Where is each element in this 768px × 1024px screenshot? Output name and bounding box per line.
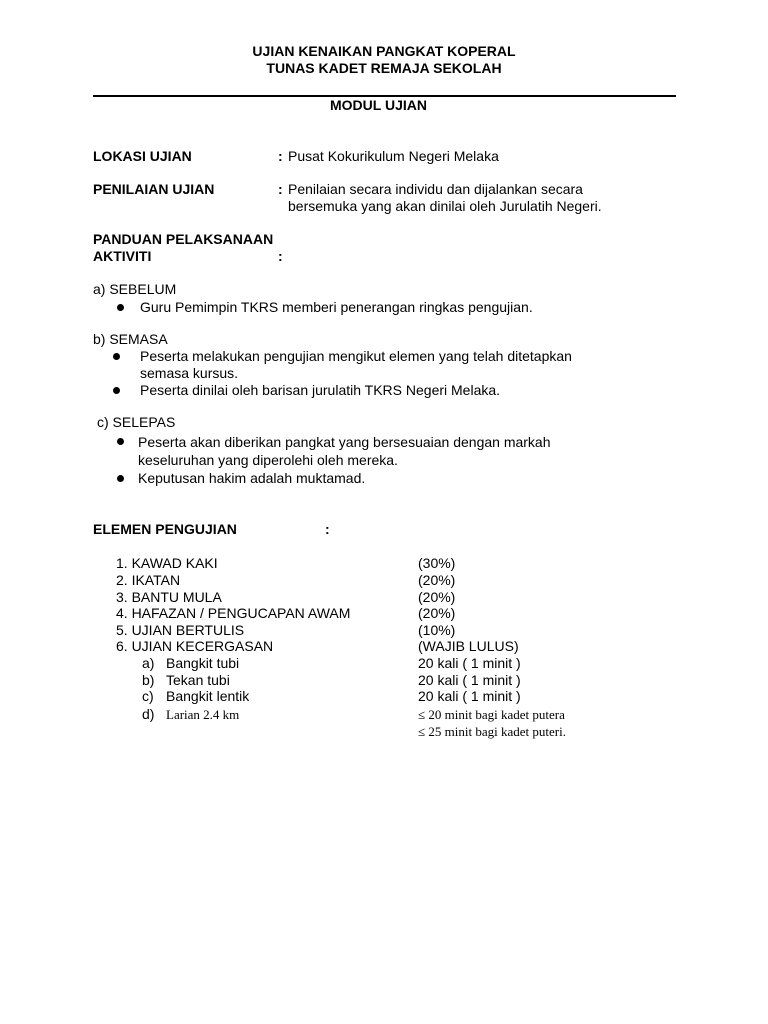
elemen-item-name: 6. UJIAN KECERGASAN bbox=[116, 638, 274, 654]
lokasi-colon: : bbox=[278, 148, 283, 164]
elemen-label: ELEMEN PENGUJIAN bbox=[93, 521, 237, 537]
elemen-item-weight: (30%) bbox=[418, 555, 456, 571]
sub-item-letter: c) bbox=[142, 688, 154, 704]
sub-item-name: Tekan tubi bbox=[166, 672, 230, 688]
bullet-icon bbox=[117, 438, 124, 445]
sub-item-value: 20 kali ( 1 minit ) bbox=[418, 672, 521, 688]
selepas-item-1-line1: Peserta akan diberikan pangkat yang bersesuaian dengan markah bbox=[138, 434, 551, 450]
penilaian-label: PENILAIAN UJIAN bbox=[93, 181, 215, 197]
semasa-item-1-line1: Peserta melakukan pengujian mengikut elemen yang telah ditetapkan bbox=[140, 348, 572, 364]
elemen-item-name: 2. IKATAN bbox=[116, 572, 181, 588]
elemen-colon: : bbox=[325, 521, 330, 537]
sub-item-name: Bangkit lentik bbox=[166, 688, 250, 704]
penilaian-line1: Penilaian secara individu dan dijalankan secara bbox=[288, 181, 583, 197]
elemen-item-weight: (20%) bbox=[418, 605, 456, 621]
semasa-heading: b) SEMASA bbox=[93, 331, 168, 347]
elemen-item-weight: (WAJIB LULUS) bbox=[418, 638, 519, 654]
semasa-item-1-line2: semasa kursus. bbox=[140, 365, 239, 381]
sub-item-value: 20 kali ( 1 minit ) bbox=[418, 688, 521, 704]
lokasi-label: LOKASI UJIAN bbox=[93, 148, 192, 164]
sub-item-name: Bangkit tubi bbox=[166, 655, 240, 671]
sub-item-letter: a) bbox=[142, 655, 155, 671]
bullet-icon bbox=[113, 387, 120, 394]
module-title: MODUL UJIAN bbox=[330, 97, 427, 113]
panduan-label-line1: PANDUAN PELAKSANAAN bbox=[93, 231, 274, 247]
sebelum-item-1: Guru Pemimpin TKRS memberi penerangan ringkas pengujian. bbox=[140, 299, 533, 315]
sub-item-value: ≤ 20 minit bagi kadet putera bbox=[418, 707, 565, 722]
selepas-item-1-line2: keseluruhan yang diperolehi oleh mereka. bbox=[138, 452, 398, 468]
penilaian-colon: : bbox=[278, 181, 283, 197]
bullet-icon bbox=[113, 353, 120, 360]
selepas-item-2: Keputusan hakim adalah muktamad. bbox=[138, 470, 366, 486]
penilaian-line2: bersemuka yang akan dinilai oleh Jurulatih Negeri. bbox=[288, 198, 602, 214]
panduan-label-line2: AKTIVITI bbox=[93, 248, 152, 264]
document-title: UJIAN KENAIKAN PANGKAT KOPERAL bbox=[252, 43, 516, 59]
sub-item-letter: b) bbox=[142, 672, 155, 688]
elemen-item-name: 1. KAWAD KAKI bbox=[116, 555, 218, 571]
lokasi-value: Pusat Kokurikulum Negeri Melaka bbox=[288, 148, 499, 164]
document-subtitle: TUNAS KADET REMAJA SEKOLAH bbox=[266, 60, 502, 76]
elemen-item-name: 4. HAFAZAN / PENGUCAPAN AWAM bbox=[116, 605, 351, 621]
selepas-heading: c) SELEPAS bbox=[97, 414, 176, 430]
elemen-item-weight: (10%) bbox=[418, 622, 456, 638]
sub-item-value: 20 kali ( 1 minit ) bbox=[418, 655, 521, 671]
semasa-item-2: Peserta dinilai oleh barisan jurulatih TKRS Negeri Melaka. bbox=[140, 382, 501, 398]
bullet-icon bbox=[117, 304, 124, 311]
elemen-item-name: 3. BANTU MULA bbox=[116, 589, 222, 605]
sebelum-heading: a) SEBELUM bbox=[93, 281, 177, 297]
bullet-icon bbox=[117, 475, 124, 482]
elemen-item-name: 5. UJIAN BERTULIS bbox=[116, 622, 245, 638]
sub-item-name: Larian 2.4 km bbox=[166, 707, 240, 722]
panduan-colon: : bbox=[278, 248, 283, 264]
sub-item-extra: ≤ 25 minit bagi kadet puteri. bbox=[418, 724, 566, 739]
sub-item-letter: d) bbox=[142, 706, 155, 722]
elemen-item-weight: (20%) bbox=[418, 589, 456, 605]
elemen-item-weight: (20%) bbox=[418, 572, 456, 588]
